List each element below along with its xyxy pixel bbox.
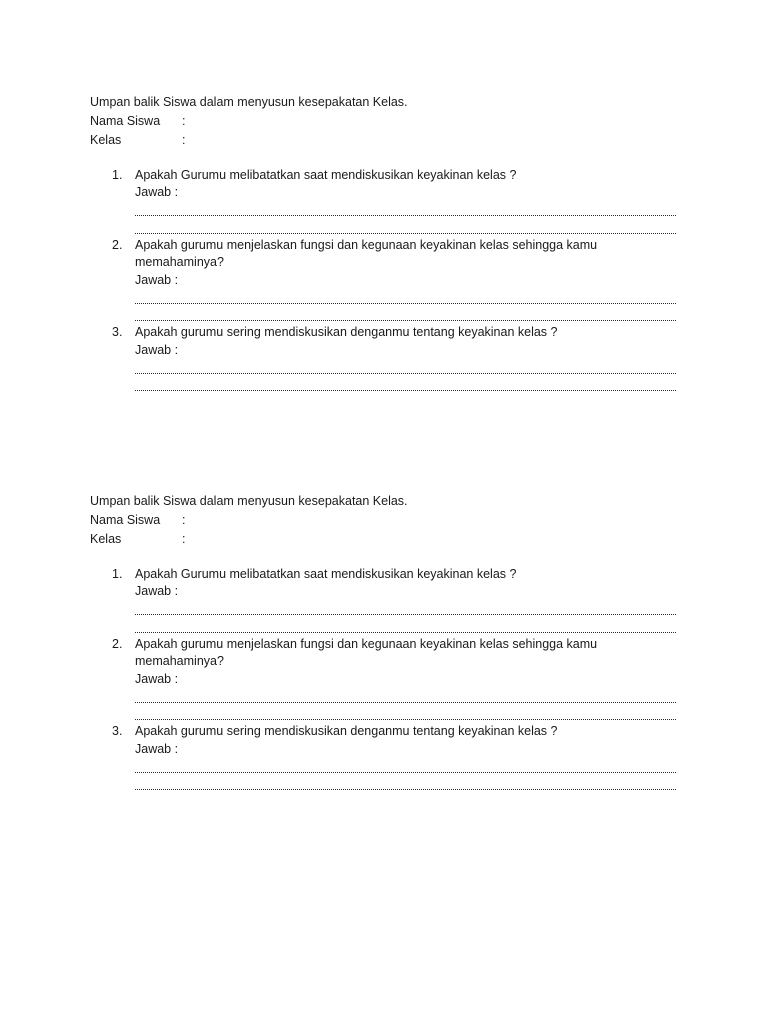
question-item <box>90 167 676 237</box>
question-number: 1. <box>112 566 123 581</box>
student-name-colon: : <box>182 113 186 128</box>
answer-line[interactable] <box>135 359 676 377</box>
answer-line[interactable] <box>135 219 676 237</box>
answer-line[interactable] <box>135 601 676 619</box>
question-number: 3. <box>112 724 123 738</box>
form-title: Umpan balik Siswa dalam menyusun kesepakatan Kelas. <box>90 95 408 109</box>
question-number: 1. <box>112 167 123 182</box>
answer-line[interactable] <box>135 688 676 706</box>
answer-label: Jawab : <box>135 741 179 756</box>
feedback-form-2 <box>90 493 676 793</box>
answer-label: Jawab : <box>135 671 179 686</box>
student-name-label: Nama Siswa <box>90 113 161 128</box>
answer-label: Jawab : <box>135 584 179 598</box>
answer-line[interactable] <box>135 289 676 307</box>
answer-line[interactable] <box>135 202 676 220</box>
question-text: Apakah gurumu sering mendiskusikan denganmu tentang keyakinan kelas ? <box>135 325 558 339</box>
question-list <box>90 566 676 794</box>
question-text: Apakah gurumu menjelaskan fungsi dan kegunaan keyakinan kelas sehingga kamu memahaminya? <box>135 636 598 668</box>
feedback-form-1 <box>90 94 676 394</box>
class-label: Kelas <box>90 132 122 147</box>
student-name-label: Nama Siswa <box>90 512 161 527</box>
question-list <box>90 167 676 395</box>
question-text: Apakah Gurumu melibatatkan saat mendiskusikan keyakinan kelas ? <box>135 566 517 581</box>
class-colon: : <box>182 531 186 546</box>
question-item <box>90 324 676 394</box>
student-name-field[interactable] <box>90 112 676 131</box>
class-field[interactable] <box>90 530 676 549</box>
class-colon: : <box>182 132 186 147</box>
answer-label: Jawab : <box>135 272 179 287</box>
question-item <box>90 723 676 793</box>
class-label: Kelas <box>90 531 122 546</box>
answer-line[interactable] <box>135 758 676 776</box>
form-title: Umpan balik Siswa dalam menyusun kesepakatan Kelas. <box>90 494 408 508</box>
question-text: Apakah gurumu sering mendiskusikan denganmu tentang keyakinan kelas ? <box>135 724 558 738</box>
answer-line[interactable] <box>135 706 676 724</box>
answer-line[interactable] <box>135 618 676 636</box>
answer-line[interactable] <box>135 776 676 794</box>
question-item <box>90 566 676 636</box>
class-field[interactable] <box>90 131 676 150</box>
student-name-colon: : <box>182 512 186 527</box>
question-number: 3. <box>112 325 123 339</box>
student-name-field[interactable] <box>90 511 676 530</box>
answer-line[interactable] <box>135 307 676 325</box>
question-number: 2. <box>112 237 123 252</box>
answer-line[interactable] <box>135 377 676 395</box>
question-item <box>90 237 676 325</box>
answer-label: Jawab : <box>135 342 179 357</box>
question-item <box>90 636 676 724</box>
answer-label: Jawab : <box>135 185 179 199</box>
question-text: Apakah Gurumu melibatatkan saat mendiskusikan keyakinan kelas ? <box>135 167 517 182</box>
question-text: Apakah gurumu menjelaskan fungsi dan kegunaan keyakinan kelas sehingga kamu memahaminya? <box>135 237 598 269</box>
question-number: 2. <box>112 636 123 651</box>
